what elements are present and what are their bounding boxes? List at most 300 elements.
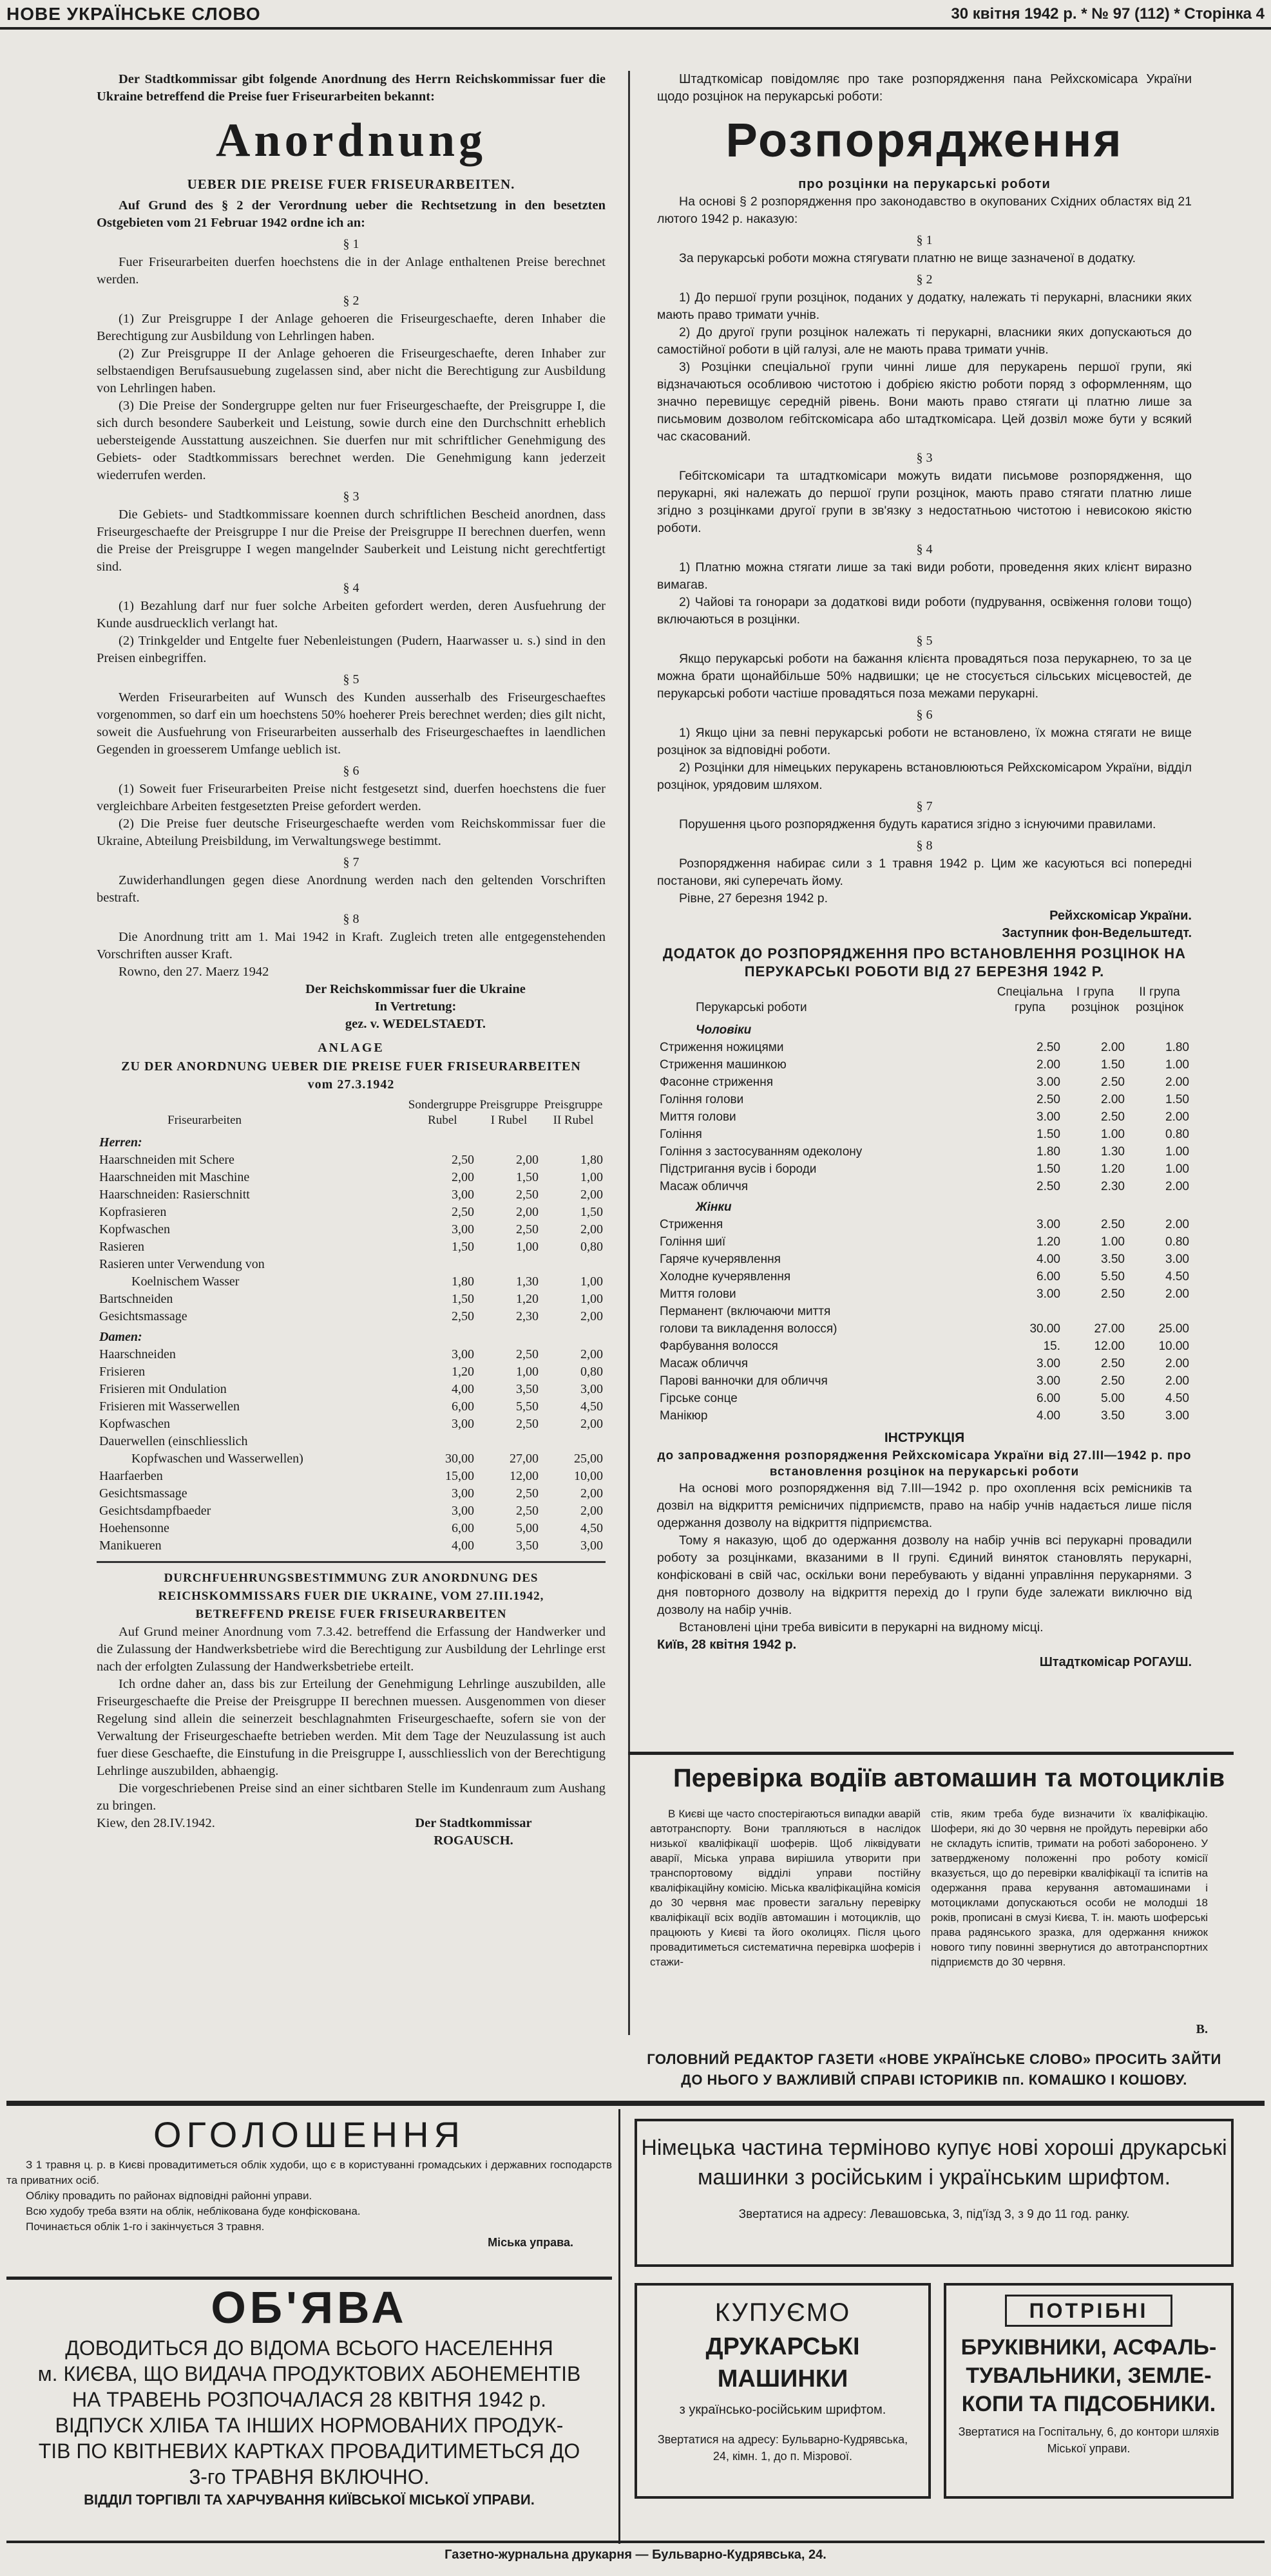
drivers-article	[628, 1752, 1234, 2045]
printer-footer: Газетно-журнальна друкарня — Бульварно-Кудрявська, 24.	[444, 2548, 827, 2562]
notice-l6: 3-го ТРАВНЯ ВКЛЮЧНО.	[189, 2465, 430, 2488]
de-price-rows	[97, 1131, 606, 1555]
table-row	[97, 1398, 606, 1416]
price-value: 12.00	[1094, 1340, 1125, 1353]
price-value: 2,00	[580, 1222, 603, 1236]
price-value: 2.00	[1165, 1110, 1189, 1124]
price-value: 0,80	[580, 1365, 603, 1379]
ua-instr-title: ІНСТРУКЦІЯ	[884, 1430, 965, 1445]
price-value: 3.50	[1101, 1409, 1125, 1423]
table-row	[657, 1320, 1192, 1338]
ann-sign: Міська управа.	[488, 2236, 573, 2249]
de-sig2: In Vertretung:	[374, 999, 457, 1014]
price-value: 2.00	[1165, 1180, 1189, 1193]
price-value: 0,80	[580, 1240, 603, 1254]
de-s4: § 4	[343, 581, 359, 595]
price-item: Масаж обличчя	[660, 1357, 749, 1370]
ad-buy-addr: Звертатися на адресу: Бульварно-Кудрявська, 24, кімн. 1, до п. Мізрової.	[657, 2433, 908, 2463]
ua-th-spec: Спеціальна група	[997, 985, 1063, 1014]
table-row	[657, 1178, 1192, 1195]
price-value: 1,80	[580, 1153, 603, 1167]
table-section-label: Damen:	[99, 1330, 142, 1344]
announcements-title: ОГОЛОШЕННЯ	[153, 2114, 465, 2155]
table-section-row	[657, 1195, 1192, 1216]
price-value: 2.50	[1037, 1093, 1060, 1106]
ua-add-title: ДОДАТОК ДО РОЗПОРЯДЖЕННЯ ПРО ВСТАНОВЛЕННЯ РОЗЦІНОК НА ПЕРУКАРСЬКІ РОБОТИ ВІД 27 БЕРЕЗНЯ 1942 Р.	[662, 945, 1187, 980]
price-value: 2,50	[452, 1205, 474, 1219]
de-place: Rowno, den 27. Maerz 1942	[119, 965, 269, 979]
de-th-g2: Preisgruppe II Rubel	[544, 1098, 603, 1127]
price-value: 1,50	[452, 1292, 474, 1306]
price-value: 1.50	[1165, 1093, 1189, 1106]
de-th-work: Friseurarbeiten	[167, 1113, 242, 1127]
de-df-p1: Auf Grund meiner Anordnung vom 7.3.42. betreffend die Erfassung der Handwerker und die Zulassung der Handwerksbetriebe wird die Berechtigung zur Ausbildung der Lehrlinge erst nach der erfolgten Zulassung der Handwerksbetriebe erteilt.	[97, 1625, 606, 1674]
table-row	[657, 1108, 1192, 1126]
de-df-sig1: Der Stadtkommissar	[415, 1816, 532, 1830]
price-value: 3.00	[1037, 1110, 1060, 1124]
de-anlage-sub1: ZU DER ANORDNUNG UEBER DIE PREISE FUER FRISEURARBEITEN	[121, 1059, 581, 1074]
de-th-sonder: Sondergruppe Rubel	[408, 1098, 477, 1127]
ua-title: Розпорядження	[725, 113, 1123, 167]
de-p4b: (2) Trinkgelder und Entgelte fuer Nebenleistungen (Pudern, Haarwasser u. s.) sind in den Preisen einbegriffen.	[97, 634, 606, 665]
price-value: 2.30	[1101, 1180, 1125, 1193]
price-value: 3,50	[516, 1382, 539, 1396]
price-value: 2.00	[1165, 1357, 1189, 1370]
price-value: 4,50	[580, 1399, 603, 1414]
drivers-sign: В.	[1196, 2022, 1208, 2036]
de-sig3: gez. v. WEDELSTAEDT.	[345, 1017, 486, 1031]
table-section-label: Herren:	[99, 1135, 142, 1150]
table-row	[97, 1256, 606, 1273]
de-s1: § 1	[343, 237, 359, 251]
de-df-title1: DURCHFUEHRUNGSBESTIMMUNG ZUR ANORDNUNG DES	[164, 1571, 539, 1585]
ua-price-table	[657, 985, 1192, 1425]
table-row	[657, 1372, 1192, 1390]
price-value: 2.00	[1037, 1058, 1060, 1072]
ua-p6a: 1) Якщо ціни за певні перукарські роботи не встановлено, їх можна стягати не вище розцінок за відповідні роботи.	[657, 726, 1192, 757]
price-item: Фасонне стриження	[660, 1075, 774, 1089]
ad-buy-l1: КУПУЄМО	[714, 2298, 851, 2327]
price-item: Гоління	[660, 1128, 702, 1141]
ua-p6b: 2) Розцінки для німецьких перукарень встановлюються Рейхскомісаром України, відділ розцінок, урядовим шляхом.	[657, 761, 1192, 792]
table-row	[657, 1390, 1192, 1407]
price-item: Гаряче кучерявлення	[660, 1253, 781, 1266]
price-value: 1.50	[1037, 1128, 1060, 1141]
ua-th-work: Перукарські роботи	[696, 1001, 807, 1014]
table-row	[97, 1291, 606, 1308]
table-row	[657, 1285, 1192, 1303]
price-value: 2,00	[580, 1486, 603, 1501]
de-title: Anordnung	[215, 114, 487, 167]
ann-line2: Обліку провадить по районах відповідні районні управи.	[26, 2190, 312, 2202]
de-p8: Die Anordnung tritt am 1. Mai 1942 in Kraft. Zugleich treten alle entgegenstehenden Vorschriften ausser Kraft.	[97, 930, 606, 961]
price-value: 30.00	[1029, 1322, 1060, 1336]
price-value: 12,00	[510, 1469, 539, 1483]
price-value: 2.50	[1101, 1075, 1125, 1089]
ua-p4b: 2) Чайові та гонорари за додаткові види роботи (пудрування, освіження голови тощо) включаються в розцінки.	[657, 595, 1192, 627]
price-value: 1,30	[516, 1274, 539, 1289]
price-value: 3.00	[1037, 1075, 1060, 1089]
price-item: голови та викладення волосся)	[660, 1322, 837, 1336]
drivers-col2: стів, яким треба буде визначити їх кваліфікацію. Шофери, які до 30 червня не пройдуть перевірки або не складуть іспитів, тримати на роботі заборонено. У затвердженому положенні про роботу комісії вказується, що до перевірки кваліфікації та іспитів на одержання права керування автомашинами і мотоциклами допускаються особи не молодші 18 років, прописані в смузі Києва, Т. ін. мають шоферські права радянського зразка, для одержання книжок нового типу повинні звернутися до автотранспортних підприємств до 30 червня.	[931, 1808, 1208, 1968]
table-row	[97, 1537, 606, 1555]
price-value: 30,00	[445, 1452, 474, 1466]
ua-instr-p1: На основі мого розпорядження від 7.III—1942 р. про охоплення всіх ремісників та дозвіл на відкриття ремісничих підприємств, право на набір учнів надається лише після одержання дозволу на відкриття підприємства.	[657, 1481, 1192, 1530]
de-rule	[97, 1561, 606, 1563]
de-p6b: (2) Die Preise fuer deutsche Friseurgeschaefte werden vom Reichskommissar fuer die Ukraine, Abteilung Preisbildung, im Verwaltungswege bestimmt.	[97, 817, 606, 848]
price-item: Gesichtsmassage	[99, 1309, 187, 1323]
ua-s5: § 5	[916, 634, 933, 648]
price-item: Rasieren	[99, 1240, 144, 1254]
price-item: Парові ванночки для обличчя	[660, 1374, 828, 1388]
notice-title: ОБ'ЯВА	[211, 2282, 408, 2333]
ua-s1: § 1	[916, 233, 933, 247]
price-value: 2.00	[1101, 1093, 1125, 1106]
price-value: 3.00	[1165, 1253, 1189, 1266]
price-value: 2,00	[580, 1504, 603, 1518]
price-value: 3.00	[1165, 1409, 1189, 1423]
price-value: 4,50	[580, 1521, 603, 1535]
table-row	[657, 1355, 1192, 1372]
german-column	[97, 71, 606, 1850]
de-df-title3: BETREFFEND PREISE FUER FRISEURARBEITEN	[195, 1607, 507, 1621]
price-value: 2,00	[452, 1170, 474, 1184]
price-item: Gesichtsmassage	[99, 1486, 187, 1501]
de-sig1: Der Reichskommissar fuer die Ukraine	[305, 982, 526, 996]
price-value: 25,00	[574, 1452, 603, 1466]
de-df-sig2: ROGAUSCH.	[434, 1833, 513, 1848]
column-divider	[628, 71, 630, 2035]
price-value: 1,80	[452, 1274, 474, 1289]
table-row	[657, 1160, 1192, 1178]
price-item: Гоління з застосуванням одеколону	[660, 1145, 863, 1159]
price-item: Frisieren mit Wasserwellen	[99, 1399, 240, 1414]
ad-need-l2: БРУКІВНИКИ, АСФАЛЬ-	[960, 2335, 1217, 2360]
price-value: 1,50	[580, 1205, 603, 1219]
paper-name: НОВЕ УКРАЇНСЬКЕ СЛОВО	[6, 4, 261, 24]
price-value: 3,00	[452, 1486, 474, 1501]
ua-instr-sub: до запровадження розпорядження Рейхскомісара України від 27.III—1942 р. про встановлення розцінок на перукарські роботи	[657, 1449, 1192, 1479]
price-value: 2.00	[1101, 1041, 1125, 1054]
de-anlage-title: ANLAGE	[318, 1041, 385, 1055]
price-value: 3.00	[1037, 1287, 1060, 1301]
price-item: Kopfwaschen	[99, 1417, 170, 1431]
table-row	[97, 1221, 606, 1238]
ua-p3: Гебітскомісари та штадткомісари можуть видати письмове розпорядження, що перукарні, які належать до першої групи розцінок, мають право стягати платню лише згідно з розцінками другої групи в зв'язку з недостатньою чистотою і невисокою якістю роботи.	[657, 469, 1192, 535]
price-item: Миття голови	[660, 1287, 736, 1301]
ua-s4: § 4	[916, 542, 933, 556]
price-value: 1,00	[516, 1365, 539, 1379]
notice-sign: ВІДДІЛ ТОРГІВЛІ ТА ХАРЧУВАННЯ КИЇВСЬКОЇ МІСЬКОЇ УПРАВИ.	[84, 2492, 535, 2508]
ua-th-g1: I група розцінок	[1071, 985, 1120, 1014]
de-intro: Der Stadtkommissar gibt folgende Anordnung des Herrn Reichskommissar fuer die Ukraine betreffend die Preise fuer Friseurarbeiten bekannt:	[97, 72, 606, 104]
price-value: 2,50	[516, 1222, 539, 1236]
price-value: 2,00	[516, 1205, 539, 1219]
price-item: Dauerwellen (einschliesslich	[99, 1434, 248, 1448]
table-row	[97, 1346, 606, 1363]
table-row	[657, 1056, 1192, 1074]
ua-s6: § 6	[916, 708, 933, 722]
price-value: 6,00	[452, 1521, 474, 1535]
de-anlage-sub2: vom 27.3.1942	[307, 1077, 395, 1092]
de-basis: Auf Grund des § 2 der Verordnung ueber die Rechtsetzung in den besetzten Ostgebieten vom 21 Februar 1942 ordne ich an:	[97, 198, 606, 230]
price-value: 15,00	[445, 1469, 474, 1483]
price-item: Фарбування волосся	[660, 1340, 778, 1353]
price-item: Kopfwaschen und Wasserwellen)	[131, 1452, 303, 1466]
ua-th-g2: II група розцінок	[1135, 985, 1184, 1014]
table-row	[657, 1338, 1192, 1355]
price-value: 3,00	[452, 1504, 474, 1518]
de-s8: § 8	[343, 912, 359, 926]
ukrainian-column	[657, 71, 1192, 1671]
de-df-p3: Die vorgeschriebenen Preise sind an einer sichtbaren Stelle im Kundenraum zum Aushang zu bringen.	[97, 1781, 606, 1813]
price-item: Манікюр	[660, 1409, 708, 1423]
price-value: 4.50	[1165, 1392, 1189, 1405]
table-section-label: Чоловіки	[696, 1023, 752, 1037]
price-value: 3,00	[580, 1539, 603, 1553]
price-value: 3.50	[1101, 1253, 1125, 1266]
price-value: 10,00	[574, 1469, 603, 1483]
price-value: 1.20	[1037, 1235, 1060, 1249]
price-value: 1.30	[1101, 1145, 1125, 1159]
de-p2c: (3) Die Preise der Sondergruppe gelten nur fuer Friseurgeschaefte, der Preisgruppe I, die sich durch besondere Sauberkeit und Leistung, sowie durch eine den Durchschnitt erheblich uebersteigende Ausstattung auszeichnen. Sie duerfen nur mit schriftlicher Genehmigung des Gebiets- oder Stadtkommissars berechnet werden. Die Genehmigung kann jederzeit wiederrufen werden.	[97, 399, 606, 482]
price-value: 1.80	[1037, 1145, 1060, 1159]
table-section-label: Жінки	[696, 1200, 732, 1214]
price-value: 2.50	[1101, 1110, 1125, 1124]
announcements-block	[6, 2112, 612, 2267]
price-value: 1.20	[1101, 1162, 1125, 1176]
table-row	[657, 1303, 1192, 1320]
price-item: Перманент (включаючи миття	[660, 1305, 831, 1318]
issue-line: 30 квітня 1942 р. * № 97 (112) * Сторінка 4	[951, 5, 1265, 23]
drivers-title: Перевірка водіїв автомашин та мотоциклів	[673, 1764, 1225, 1792]
ann-line1: З 1 травня ц. р. в Києві провадитиметься облік худоби, що є в користуванні громадських і державних господарств та приватних осіб.	[6, 2159, 612, 2186]
ad-need-l4: КОПИ ТА ПІДСОБНИКИ.	[961, 2392, 1216, 2416]
ua-sig2: Заступник фон-Ведельштедт.	[1002, 926, 1192, 940]
price-item: Manikueren	[99, 1539, 162, 1553]
table-section-row	[97, 1131, 606, 1151]
price-value: 5,00	[516, 1521, 539, 1535]
price-value: 5.50	[1101, 1270, 1125, 1283]
ua-s7: § 7	[916, 799, 933, 813]
price-item: Bartschneiden	[99, 1292, 173, 1306]
price-value: 3,00	[452, 1347, 474, 1361]
price-value: 1,00	[580, 1170, 603, 1184]
de-s5: § 5	[343, 672, 359, 687]
ad-german-l2: машинки з російським і українським шрифтом.	[697, 2165, 1171, 2190]
ua-basis: На основі § 2 розпорядження про законодавство в окупованих Східних областях від 21 лютого 1942 р. наказую:	[657, 194, 1192, 226]
ua-p8: Розпорядження набирає сили з 1 травня 1942 р. Цим же касуються всі попередні постанови, які суперечать йому.	[657, 857, 1192, 888]
price-item: Frisieren	[99, 1365, 146, 1379]
ad-need-addr: Звертатися на Госпітальну, 6, до контори шляхів Міської управи.	[958, 2425, 1219, 2455]
ad-need-l3: ТУВАЛЬНИКИ, ЗЕМЛЕ-	[966, 2363, 1212, 2388]
ua-instr-p2: Тому я наказую, щоб до одержання дозволу на набір учнів всі перукарні провадили роботу за розцінками, вказаними в II групі. Єдиний виняток становлять перукарні, конфісковані в свій час, оскільки вони перебувають у віданні управління перукарнями. З дня повторного дозволу на відкриття перехід до I групи буде залежати виключно від дозволу на набір учнів.	[657, 1533, 1192, 1617]
table-row	[657, 1216, 1192, 1233]
ad-buy-typewriters	[635, 2283, 931, 2499]
price-value: 2,50	[516, 1188, 539, 1202]
price-value: 2,00	[580, 1188, 603, 1202]
price-item: Kopfrasieren	[99, 1205, 167, 1219]
price-value: 2,50	[516, 1504, 539, 1518]
price-value: 25.00	[1158, 1322, 1189, 1336]
price-item: Гоління голови	[660, 1093, 744, 1106]
price-value: 10.00	[1158, 1340, 1189, 1353]
table-row	[97, 1186, 606, 1204]
price-value: 2.00	[1165, 1374, 1189, 1388]
price-value: 4,00	[452, 1539, 474, 1553]
table-row	[657, 1268, 1192, 1285]
price-value: 0.80	[1165, 1128, 1189, 1141]
de-price-table	[97, 1097, 606, 1555]
price-item: Стриження машинкою	[660, 1058, 787, 1072]
price-value: 4.00	[1037, 1409, 1060, 1423]
price-value: 2,00	[580, 1347, 603, 1361]
price-item: Haarschneiden mit Maschine	[99, 1170, 250, 1184]
table-row	[657, 1251, 1192, 1268]
price-value: 15.	[1043, 1340, 1060, 1353]
ua-subtitle: про розцінки на перукарські роботи	[798, 177, 1051, 191]
price-value: 27,00	[510, 1452, 539, 1466]
de-df-title2: REICHSKOMMISSARS FUER DIE UKRAINE, VOM 27.III.1942,	[158, 1589, 544, 1603]
table-section-row	[657, 1018, 1192, 1039]
table-row	[657, 1143, 1192, 1160]
price-value: 2,50	[516, 1347, 539, 1361]
price-value: 2,30	[516, 1309, 539, 1323]
table-row	[97, 1273, 606, 1291]
table-row	[657, 1091, 1192, 1108]
price-value: 6.00	[1037, 1270, 1060, 1283]
de-p3: Die Gebiets- und Stadtkommissare koennen durch schriftlichen Bescheid anordnen, dass Friseurgeschaefte der Preisgruppe I nur die Preise der Preisgruppe II berechnen duerfen, wenn die Preise der Preisgruppe I wegen mangelnder Sauberkeit und Leistung nicht gerechtfertigt sind.	[97, 507, 606, 574]
price-value: 1.50	[1101, 1058, 1125, 1072]
table-row	[97, 1238, 606, 1256]
notice-l1: ДОВОДИТЬСЯ ДО ВІДОМА ВСЬОГО НАСЕЛЕННЯ	[65, 2336, 553, 2360]
price-value: 4.00	[1037, 1253, 1060, 1266]
ua-instr-p3: Встановлені ціни треба вивісити в перукарні на видному місці.	[679, 1620, 1044, 1634]
de-p2b: (2) Zur Preisgruppe II der Anlage gehoeren die Friseurgeschaefte, deren Inhaber zur selbstaendigen Berufsausuebung zugelassen sind, aber nicht die Berechtigung zur Ausbildung von Lehrlingen haben.	[97, 346, 606, 395]
ad-typewriters-german	[635, 2119, 1234, 2267]
table-row	[97, 1204, 606, 1221]
table-row	[97, 1363, 606, 1381]
price-value: 2,00	[580, 1309, 603, 1323]
price-value: 2.50	[1101, 1218, 1125, 1231]
ua-instr-place: Київ, 28 квітня 1942 р.	[657, 1638, 797, 1652]
price-value: 2.50	[1101, 1287, 1125, 1301]
table-row	[97, 1308, 606, 1325]
price-value: 1,00	[516, 1240, 539, 1254]
de-p7: Zuwiderhandlungen gegen diese Anordnung werden nach den geltenden Vorschriften bestraft.	[97, 873, 606, 905]
price-value: 3,00	[452, 1417, 474, 1431]
notice-l2: м. КИЄВА, ЩО ВИДАЧА ПРОДУКТОВИХ АБОНЕМЕНТІВ	[37, 2362, 581, 2385]
price-value: 1.00	[1165, 1058, 1189, 1072]
price-value: 1.00	[1165, 1145, 1189, 1159]
de-df-p2: Ich ordne daher an, dass bis zur Erteilung der Genehmigung Lehrlinge auszubilden, alle Friseurgeschaefte die Preise der Preisgruppe II berechnen muessen. Ausgenommen von dieser Regelung sind allein die seinerzeit beschlagnahmten Friseurgeschaefte, sofern sie von der Verwaltung der Friseurgeschaefte betrieben werden. Mit dem Tage der Neuzulassung ist auch fuer diese Geschaefte, die Einstufung in die Preisgruppe I, ausschliesslich von der Berechtigung Lehrlinge auszubilden, abhaengig.	[97, 1677, 606, 1778]
drivers-col1: В Києві ще часто спостерігаються випадки аварій автотранспорту. Вони трапляються в наслідок низької кваліфікації шоферів. Щоб ліквідувати аварії, Міська управа вирішила утворити при транспортовому відділі управи постійну кваліфікаційну комісію. Міська кваліфікаційна комісія до 30 червня має провести загальну перевірку кваліфікації всіх водіїв автомашин і мотоциклів, що працюють у Києві та його околицях. Після цього провадитиметься систематична перевірка шоферів і стажи-	[650, 1808, 921, 1968]
ua-p2c: 3) Розцінки спеціальної групи чинні лише для перукарень першої групи, які відзначаються особливою чистотою і добрією якістю роботи поряд з оформленням, що значно перевищує середній рівень. Вони мають право стягати ці платню лише за письмовим дозволом гебітскомісара або штадткомісара. Цей дозвіл може бути у всякий час скасований.	[657, 360, 1192, 444]
price-value: 1,20	[516, 1292, 539, 1306]
price-value: 2,50	[452, 1153, 474, 1167]
ann-line4: Починається облік 1-го і закінчується 3 травня.	[26, 2221, 265, 2233]
ua-price-rows	[657, 1018, 1192, 1425]
ua-s8: § 8	[916, 838, 933, 853]
table-row	[97, 1433, 606, 1450]
price-item: Kopfwaschen	[99, 1222, 170, 1236]
price-value: 1.00	[1165, 1162, 1189, 1176]
masthead	[0, 0, 1271, 30]
price-value: 1,50	[452, 1240, 474, 1254]
price-item: Масаж обличчя	[660, 1180, 749, 1193]
price-value: 3.00	[1037, 1357, 1060, 1370]
de-p6a: (1) Soweit fuer Friseurarbeiten Preise nicht festgesetzt sind, duerfen hoechstens die fuer vergleichbare Arbeiten festgesetzten Preise gefordert werden.	[97, 782, 606, 813]
price-value: 2.50	[1101, 1374, 1125, 1388]
ua-sig1: Рейхскомісар України.	[1049, 909, 1192, 923]
ann-line3: Всю худобу треба взяти на облік, неблікована буде конфіскована.	[26, 2205, 361, 2217]
price-value: 2.50	[1037, 1041, 1060, 1054]
price-value: 6,00	[452, 1399, 474, 1414]
price-item: Haarschneiden: Rasierschnitt	[99, 1188, 250, 1202]
ua-intro: Штадткомісар повідомляє про таке розпорядження пана Рейхскомісара України щодо розцінок на перукарські роботи:	[657, 72, 1192, 104]
ua-p2a: 1) До першої групи розцінок, поданих у додатку, належать ті перукарні, власники яких мають право тримати учнів.	[657, 290, 1192, 322]
de-s6: § 6	[343, 764, 359, 778]
ua-p5: Якщо перукарські роботи на бажання клієнта провадяться поза перукарнею, то за це можна брати щонайбільше 50% надвишки; це не стосується сільських місцевостей, де перукарські роботи частіше провадяться поза межами перукарні.	[657, 652, 1192, 701]
ua-s2: § 2	[916, 272, 933, 287]
price-value: 1.00	[1101, 1235, 1125, 1249]
ua-p7: Порушення цього розпорядження будуть каратися згідно з існуючими правилами.	[679, 817, 1156, 831]
price-value: 3,50	[516, 1539, 539, 1553]
de-subtitle: UEBER DIE PREISE FUER FRISEURARBEITEN.	[187, 176, 515, 192]
price-value: 1,20	[452, 1365, 474, 1379]
de-p1: Fuer Friseurarbeiten duerfen hoechstens die in der Anlage enthaltenen Preise berechnet werden.	[97, 255, 606, 287]
price-value: 6.00	[1037, 1392, 1060, 1405]
ua-s3: § 3	[916, 451, 933, 465]
editor-note: ГОЛОВНИЙ РЕДАКТОР ГАЗЕТИ «НОВЕ УКРАЇНСЬКЕ СЛОВО» ПРОСИТЬ ЗАЙТИ ДО НЬОГО У ВАЖЛИВІЙ СПРАВІ ІСТОРИКІВ пп. КОМАШКО І КОШОВУ.	[647, 2051, 1221, 2088]
table-row	[657, 1126, 1192, 1143]
price-value: 2,50	[516, 1486, 539, 1501]
notice-l3: НА ТРАВЕНЬ РОЗПОЧАЛАСЯ 28 КВІТНЯ 1942 р.	[72, 2388, 547, 2411]
price-item: Haarfaerben	[99, 1469, 163, 1483]
de-s3: § 3	[343, 489, 359, 504]
price-value: 2.50	[1101, 1357, 1125, 1370]
price-item: Rasieren unter Verwendung von	[99, 1257, 265, 1271]
ad-german-l1: Німецька частина терміново купує нові хороші друкарські	[641, 2136, 1227, 2160]
price-value: 1.00	[1101, 1128, 1125, 1141]
price-item: Гоління шиї	[660, 1235, 726, 1249]
price-value: 1.80	[1165, 1041, 1189, 1054]
table-section-row	[97, 1325, 606, 1346]
table-row	[657, 1233, 1192, 1251]
de-p4a: (1) Bezahlung darf nur fuer solche Arbeiten gefordert werden, deren Ausfuehrung der Kunde ausdruecklich verlangt hat.	[97, 599, 606, 630]
price-value: 2,50	[516, 1417, 539, 1431]
de-p2a: (1) Zur Preisgruppe I der Anlage gehoeren die Friseurgeschaefte, deren Inhaber die Berechtigung zur Ausbildung von Lehrlingen haben.	[97, 312, 606, 343]
ua-instr-sig: Штадткомісар РОГАУШ.	[1039, 1655, 1192, 1669]
price-item: Haarschneiden	[99, 1347, 176, 1361]
table-row	[97, 1502, 606, 1520]
price-value: 2,00	[516, 1153, 539, 1167]
price-item: Frisieren mit Ondulation	[99, 1382, 227, 1396]
price-value: 3,00	[452, 1222, 474, 1236]
price-value: 1.50	[1037, 1162, 1060, 1176]
de-p5: Werden Friseurarbeiten auf Wunsch des Kunden ausserhalb des Friseurgeschaeftes vorgenommen, so darf ein um hoechstens 50% hoeherer Preis berechnet werden; dies gilt nicht, soweit die Ausfuehrung von Friseurarbeiten ausserhalb des Friseurgeschaeftes in laendlichen Gegenden in groesserem Umfange ueblich ist.	[97, 690, 606, 757]
ad-need-l1: ПОТРІБНІ	[1005, 2295, 1172, 2327]
price-value: 3.00	[1037, 1218, 1060, 1231]
price-value: 1,50	[516, 1170, 539, 1184]
price-value: 2.50	[1037, 1180, 1060, 1193]
footer-rule	[6, 2541, 1265, 2543]
price-item: Миття голови	[660, 1110, 736, 1124]
ad-workers-needed	[944, 2283, 1234, 2499]
price-value: 0.80	[1165, 1235, 1189, 1249]
table-row	[97, 1169, 606, 1186]
price-value: 2.00	[1165, 1287, 1189, 1301]
